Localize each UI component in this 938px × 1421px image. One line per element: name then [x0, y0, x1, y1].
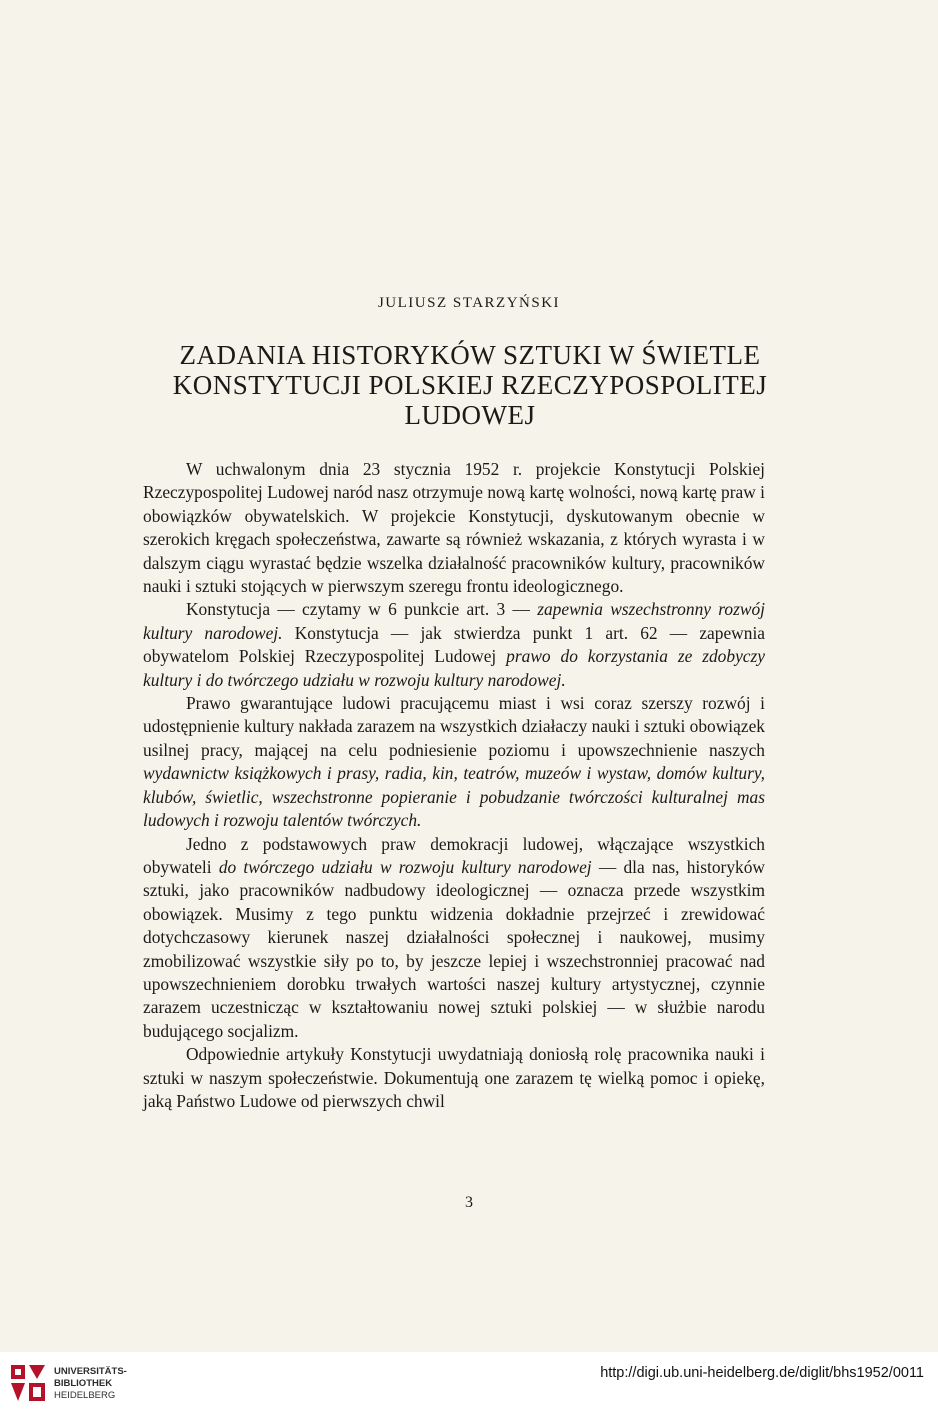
- italic-quote: do twórczego udziału w rozwoju kultury narodowej: [218, 856, 592, 877]
- body-paragraph: [143, 458, 765, 598]
- title-line: ZADANIA HISTORYKÓW SZTUKI W ŚWIETLE: [179, 340, 761, 370]
- library-name: [54, 1366, 127, 1402]
- text-run: Konstytucja — czytamy w 6 punkcie art. 3 —: [186, 599, 538, 620]
- library-logo: [8, 1361, 127, 1407]
- text-run: Jedno z podstawowych praw demokracji ludowej, włączające wszystkich obywateli: [143, 833, 765, 877]
- heidelberg-library-icon: [8, 1361, 48, 1407]
- text-run: Prawo gwarantujące ludowi pracującemu miast i wsi coraz szerszy rozwój i udostępnienie kultury nakłada zarazem na wszystkich działaczy nauki i sztuki obowiązek usilnej pracy, mającej na celu podniesienie poziomu i upowszechnienie naszych: [143, 693, 765, 760]
- body-paragraph: [143, 692, 765, 832]
- library-name-line: BIBLIOTHEK: [54, 1378, 113, 1389]
- author-name: JULIUSZ STARZYŃSKI: [377, 295, 561, 311]
- title-line: KONSTYTUCJI POLSKIEJ RZECZYPOSPOLITEJ: [172, 370, 768, 400]
- library-footer: [0, 1352, 938, 1421]
- title-line: LUDOWEJ: [404, 400, 536, 430]
- body-paragraph: [143, 1043, 765, 1113]
- italic-quote: prawo do korzystania ze zdobyczy kultury i do twórczego udziału w rozwoju kultury narodowej.: [143, 646, 765, 690]
- body-paragraph: [143, 833, 765, 1044]
- library-name-line: UNIVERSITÄTS-: [54, 1366, 127, 1377]
- italic-quote: wydawnictw książkowych i prasy, radia, kin, teatrów, muzeów i wystaw, domów kultury, klubów, świetlic, wszechstronne popieranie i pobudzanie twórczości kulturalnej mas ludowych i rozwoju talentów twórczych.: [143, 763, 765, 831]
- source-url-link[interactable]: http://digi.ub.uni-heidelberg.de/diglit/bhs1952/0011: [600, 1365, 924, 1381]
- text-run: Konstytucja — jak stwierdza punkt 1 art. 62 — zapewnia obywatelom Polskiej Rzeczypospolitej Ludowej: [143, 622, 765, 667]
- text-run: W uchwalonym dnia 23 stycznia 1952 r. projekcie Konstytucji Polskiej Rzeczypospolitej Ludowej naród nasz otrzymuje nową kartę wolności, nową kartę praw i obowiązków obywatelskich. W projekcie Konstytucji, dyskutowanym obecnie w szerokich kręgach społeczeństwa, zawarte są również wskazania, z których wyrasta i w dalszym ciągu wyrastać będzie wszelka działalność pracowników kultury, pracowników nauki i sztuki stojących w pierwszym szeregu frontu ideologicznego.: [143, 459, 765, 597]
- italic-quote: zapewnia wszechstronny rozwój kultury narodowej.: [143, 599, 766, 643]
- library-name-line: HEIDELBERG: [54, 1390, 116, 1401]
- body-paragraph: [143, 598, 765, 692]
- article-title: [90, 340, 850, 430]
- article-body: [143, 458, 765, 1113]
- page-number: 3: [465, 1194, 473, 1211]
- text-run: Odpowiednie artykuły Konstytucji uwydatniają doniosłą rolę pracownika nauki i sztuki w naszym społeczeństwie. Dokumentują one zarazem tę wielką pomoc i opiekę, jaką Państwo Ludowe od pierwszych chwil: [143, 1044, 765, 1111]
- text-run: — dla nas, historyków sztuki, jako pracowników nadbudowy ideologicznej — oznacza przede wszystkim obowiązek. Musimy z tego punktu widzenia dokładnie przejrzeć i zrewidować dotychczasowy kierunek naszej działalności społecznej i naukowej, musimy zmobilizować wszystkie siły po to, by jeszcze lepiej i wszechstronniej pracować nad upowszechnieniem dorobku trwałych wartości naszej kultury artystycznej, czynnie zarazem uczestnicząc w kształtowaniu nowej sztuki polskiej — w służbie narodu budującego socjalizm.: [143, 856, 765, 1041]
